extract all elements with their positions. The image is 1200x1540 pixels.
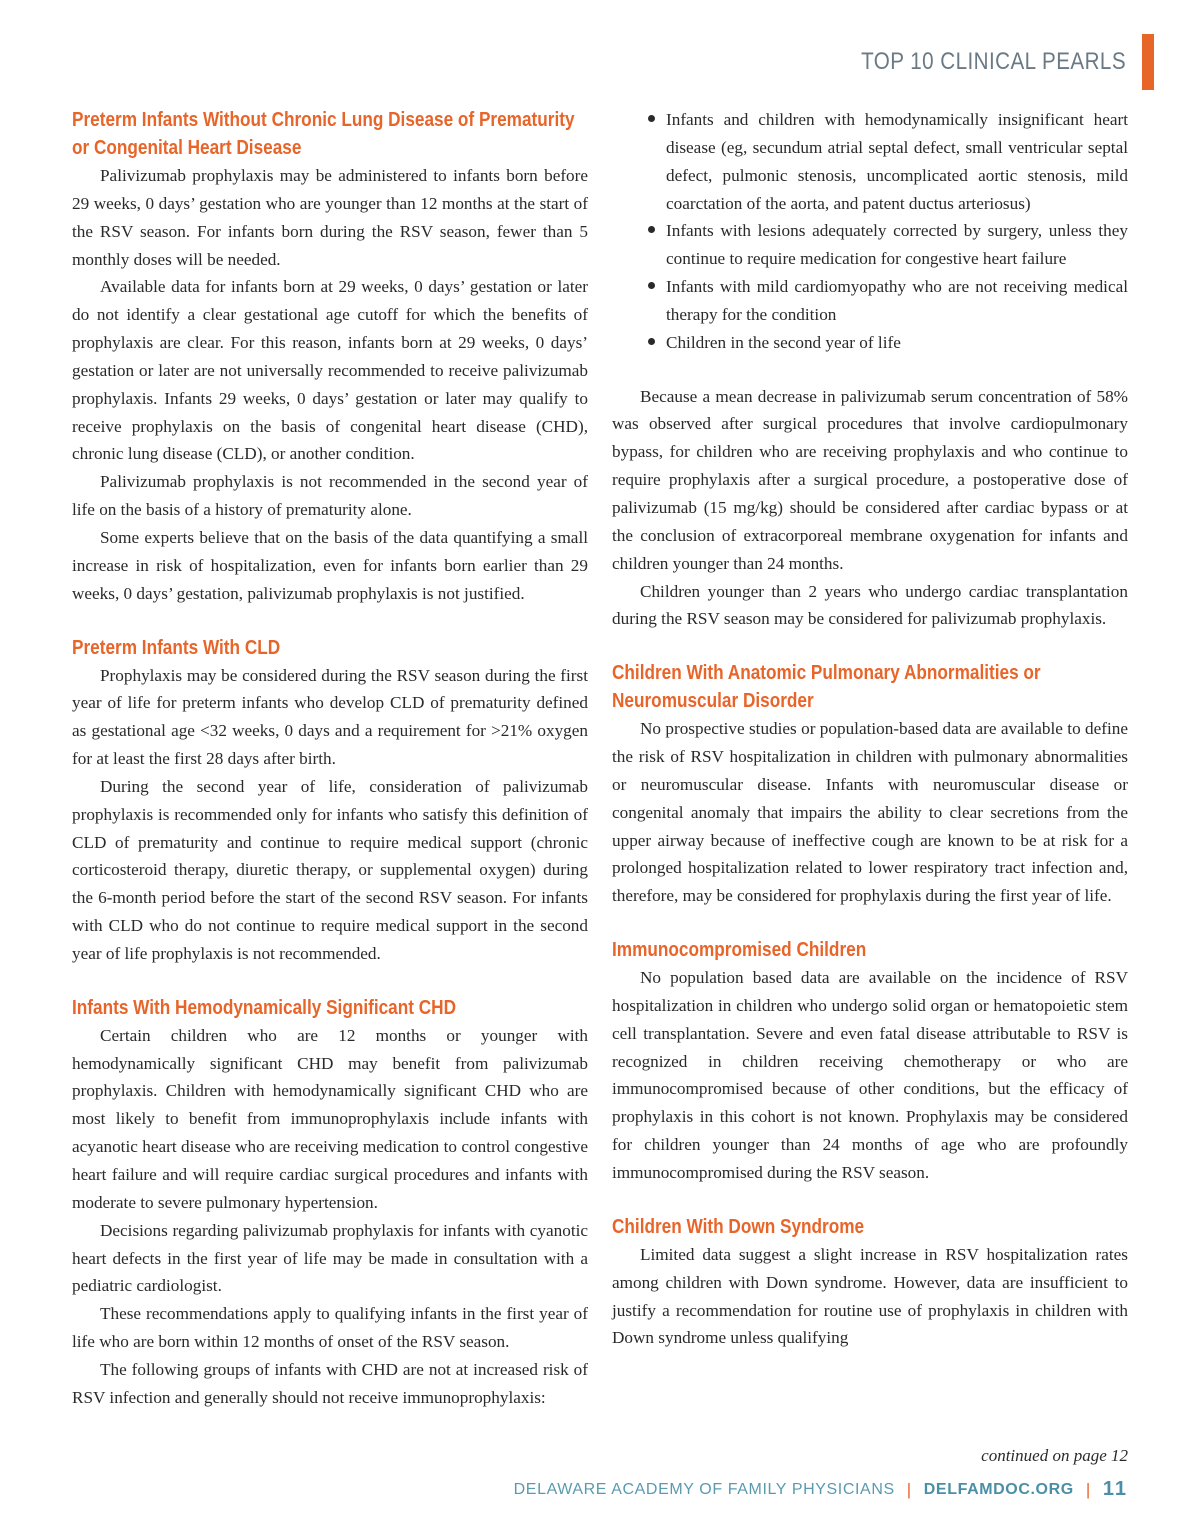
paragraph: Prophylaxis may be considered during the RSV season during the first year of life for preterm infants who develop CLD of prematurity defined as gestational age <32 weeks, 0 days and a requirement for >21% oxygen for at least the first 28 days after birth. — [72, 665, 588, 769]
section-heading: Children With Down Syndrome — [612, 1215, 865, 1238]
paragraph: No prospective studies or population-based data are available to define the risk of RSV hospitalization in children with pulmonary abnormalities or neuromuscular disease. Infants with neuromuscular disease or congenital anomaly that impairs the ability to clear secretions from the upper airway because of ineffective cough are known to be at risk for a prolonged hospitalization related to lower respiratory tract infection and, therefore, may be considered for prophylaxis during the first year of life. — [612, 719, 1128, 906]
paragraph: Decisions regarding palivizumab prophylaxis for infants with cyanotic heart defects in the first year of life may be made in consultation with a pediatric cardiologist. — [72, 1220, 588, 1296]
paragraph: Palivizumab prophylaxis is not recommended in the second year of life on the basis of a history of prematurity alone. — [72, 472, 588, 520]
list-item: Children in the second year of life — [612, 329, 1128, 357]
list-item: Infants with mild cardiomyopathy who are not receiving medical therapy for the condition — [612, 273, 1128, 329]
page-header — [818, 34, 1154, 90]
section-heading: Preterm Infants With CLD — [72, 636, 281, 659]
paragraph: Palivizumab prophylaxis may be administered to infants born before 29 weeks, 0 days’ gestation who are younger than 12 months at the start of the RSV season. For infants born during the RSV season, fewer than 5 monthly doses will be needed. — [72, 166, 588, 269]
right-column — [612, 106, 1128, 1352]
footer-website-link[interactable]: DELFAMDOC.ORG — [923, 1480, 1074, 1498]
paragraph: These recommendations apply to qualifying infants in the first year of life who are born within 12 months of onset of the RSV season. — [72, 1304, 588, 1352]
paragraph: The following groups of infants with CHD are not at increased risk of RSV infection and generally should not receive immunoprophylaxis: — [72, 1359, 588, 1407]
paragraph: Some experts believe that on the basis of the data quantifying a small increase in risk of hospitalization, even for infants born earlier than 29 weeks, 0 days’ gestation, palivizumab prophylaxis is not justified. — [72, 527, 588, 603]
paragraph: Limited data suggest a slight increase in RSV hospitalization rates among children with Down syndrome. However, data are insufficient to justify a recommendation for routine use of prophylaxis in children with Down syndrome unless qualifying — [612, 1244, 1128, 1348]
paragraph: Available data for infants born at 29 weeks, 0 days’ gestation or later do not identify a clear gestational age cutoff for which the benefits of prophylaxis are clear. For this reason, infants born at 29 weeks, 0 days’ gestation or later are not universally recommended to receive palivizumab prophylaxis. Infants 29 weeks, 0 days’ gestation or later may qualify to receive prophylaxis on the basis of congenital heart disease (CHD), chronic lung disease (CLD), or another condition. — [72, 277, 588, 464]
paragraph: During the second year of life, consideration of palivizumab prophylaxis is recommended only for infants who satisfy this definition of CLD of prematurity and continue to require medical support (chronic corticosteroid therapy, diuretic therapy, or supplemental oxygen) during the 6-month period before the start of the second RSV season. For infants with CLD who do not continue to require medical support in the second year of life prophylaxis is not recommended. — [72, 776, 588, 963]
continued-note: continued on page 12 — [981, 1446, 1128, 1465]
left-column — [72, 106, 588, 1412]
page-number: 11 — [1102, 1478, 1128, 1500]
list-item: Infants and children with hemodynamically insignificant heart disease (eg, secundum atrial septal defect, small ventricular septal defect, pulmonic stenosis, uncomplicated aortic stenosis, mild coarctation of the aorta, and patent ductus arteriosus) — [612, 106, 1128, 217]
paragraph: Because a mean decrease in palivizumab serum concentration of 58% was observed after surgical procedures that involve cardiopulmonary bypass, for children who are receiving prophylaxis and who continue to require prophylaxis after a surgical procedure, a postoperative dose of palivizumab (15 mg/kg) should be considered after cardiac bypass or at the conclusion of extracorporeal membrane oxygenation for infants and children younger than 24 months. — [612, 386, 1128, 573]
footer-separator: | — [906, 1479, 912, 1499]
section-heading: Children With Anatomic Pulmonary Abnormalities or Neuromuscular Disorder — [612, 662, 1041, 713]
paragraph: No population based data are available on the incidence of RSV hospitalization in children who undergo solid organ or hematopoietic stem cell transplantation. Severe and even fatal disease attributable to RSV is recognized in children receiving chemotherapy or who are immunocompromised because of other conditions, but the efficacy of prophylaxis in this cohort is not known. Prophylaxis may be considered for children younger than 24 months of age who are profoundly immunocompromised during the RSV season. — [612, 968, 1128, 1182]
section-heading: Infants With Hemodynamically Significant CHD — [72, 996, 457, 1019]
list-item: Infants with lesions adequately corrected by surgery, unless they continue to require medication for congestive heart failure — [612, 217, 1128, 273]
footer-separator: | — [1085, 1479, 1091, 1499]
page-footer — [514, 1478, 1128, 1501]
paragraph: Certain children who are 12 months or younger with hemodynamically significant CHD may benefit from palivizumab prophylaxis. Children with hemodynamically significant CHD who are most likely to benefit from immunoprophylaxis include infants with acyanotic heart disease who are receiving medication to control congestive heart failure and will require cardiac surgical procedures and infants with moderate to severe pulmonary hypertension. — [72, 1025, 588, 1212]
footer-organization: DELAWARE ACADEMY OF FAMILY PHYSICIANS — [513, 1480, 895, 1498]
paragraph: Children younger than 2 years who undergo cardiac transplantation during the RSV season may be considered for palivizumab prophylaxis. — [612, 581, 1128, 629]
section-heading: Preterm Infants Without Chronic Lung Disease of Prematurity or Congenital Heart Disease — [72, 109, 575, 159]
section-heading: Immunocompromised Children — [612, 939, 867, 962]
chd-exclusion-list — [612, 106, 1128, 357]
header-title: TOP 10 CLINICAL PEARLS — [861, 48, 1126, 75]
